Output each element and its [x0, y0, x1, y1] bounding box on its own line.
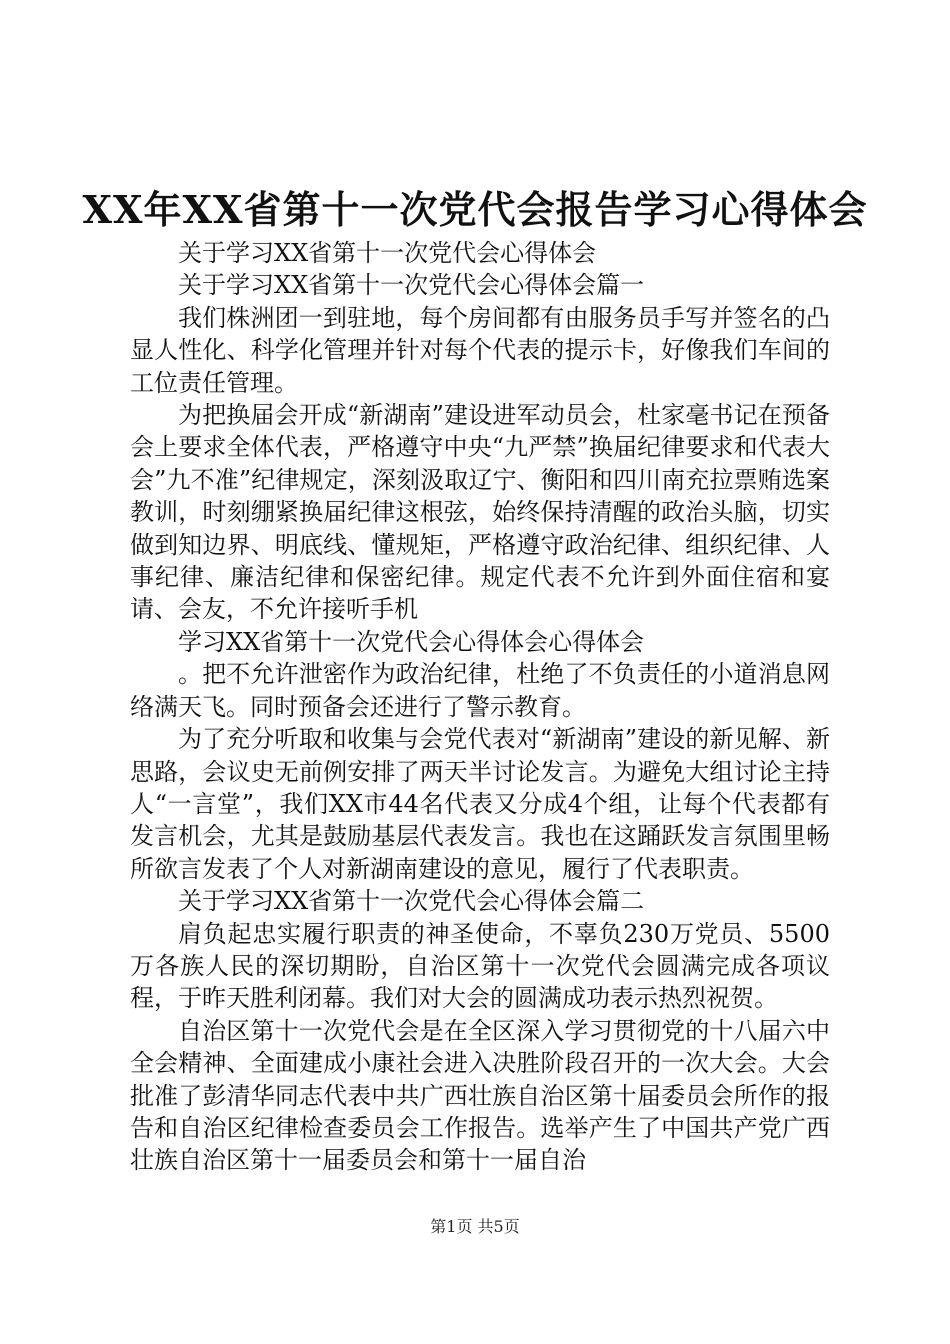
paragraph: 为把换届会开成“新湖南”建设进军动员会，杜家毫书记在预备会上要求全体代表，严格遵守中央“九严禁”换届纪律要求和代表大会”九不准”纪律规定，深刻汲取辽宁、衡阳和四川南充拉票贿选案教训，时刻绷紧换届纪律这根弦，始终保持清醒的政治头脑，切实做到知边界、明底线、懂规矩，严格遵守政治纪律、组织纪律、人事纪律、廉洁纪律和保密纪律。规定代表不允许到外面住宿和宴请、会友，不允许接听手机: [130, 401, 830, 624]
paragraph-section-one-heading: 关于学习XX省第十一次党代会心得体会篇一: [178, 271, 645, 300]
paragraph: 自治区第十一次党代会是在全区深入学习贯彻党的十八届六中全会精神、全面建成小康社会进入决胜阶段召开的一次大会。大会批准了彭清华同志代表中共广西壮族自治区第十届委员会所作的报告和自治区纪律检查委员会工作报告。选举产生了中国共产党广西壮族自治区第十一届委员会和第十一届自治: [130, 1016, 830, 1175]
paragraph: 。把不允许泄密作为政治纪律，杜绝了不负责任的小道消息网络满天飞。同时预备会还进行了警示教育。: [130, 660, 830, 721]
paragraph-section-two-heading: 关于学习XX省第十一次党代会心得体会篇二: [178, 887, 645, 916]
page-number-footer: 第1页 共5页: [430, 1217, 520, 1236]
paragraph-intro-heading: 关于学习XX省第十一次党代会心得体会: [178, 239, 597, 267]
paragraph: 为了充分听取和收集与会党代表对“新湖南”建设的新见解、新思路，会议史无前例安排了两天半讨论发言。为避免大组讨论主持人“一言堂”，我们XX市44名代表又分成4个组，让每个代表都有发言机会，尤其是鼓励基层代表发言。我也在这踊跃发言氛围里畅所欲言发表了个人对新湖南建设的意见，履行了代表职责。: [130, 725, 830, 883]
paragraph: 我们株洲团一到驻地，每个房间都有由服务员手写并签名的凸显人性化、科学化管理并针对每个代表的提示卡，好像我们车间的工位责任管理。: [130, 303, 830, 397]
document-title: XX年XX省第十一次党代会报告学习心得体会: [82, 187, 868, 232]
paragraph-subheading: 学习XX省第十一次党代会心得体会心得体会: [178, 627, 645, 656]
paragraph: 肩负起忠实履行职责的神圣使命，不辜负230万党员、5500万各族人民的深切期盼，自治区第十一次党代会圆满完成各项议程，于昨天胜利闭幕。我们对大会的圆满成功表示热烈祝贺。: [130, 919, 830, 1013]
document-body: [130, 237, 830, 1177]
